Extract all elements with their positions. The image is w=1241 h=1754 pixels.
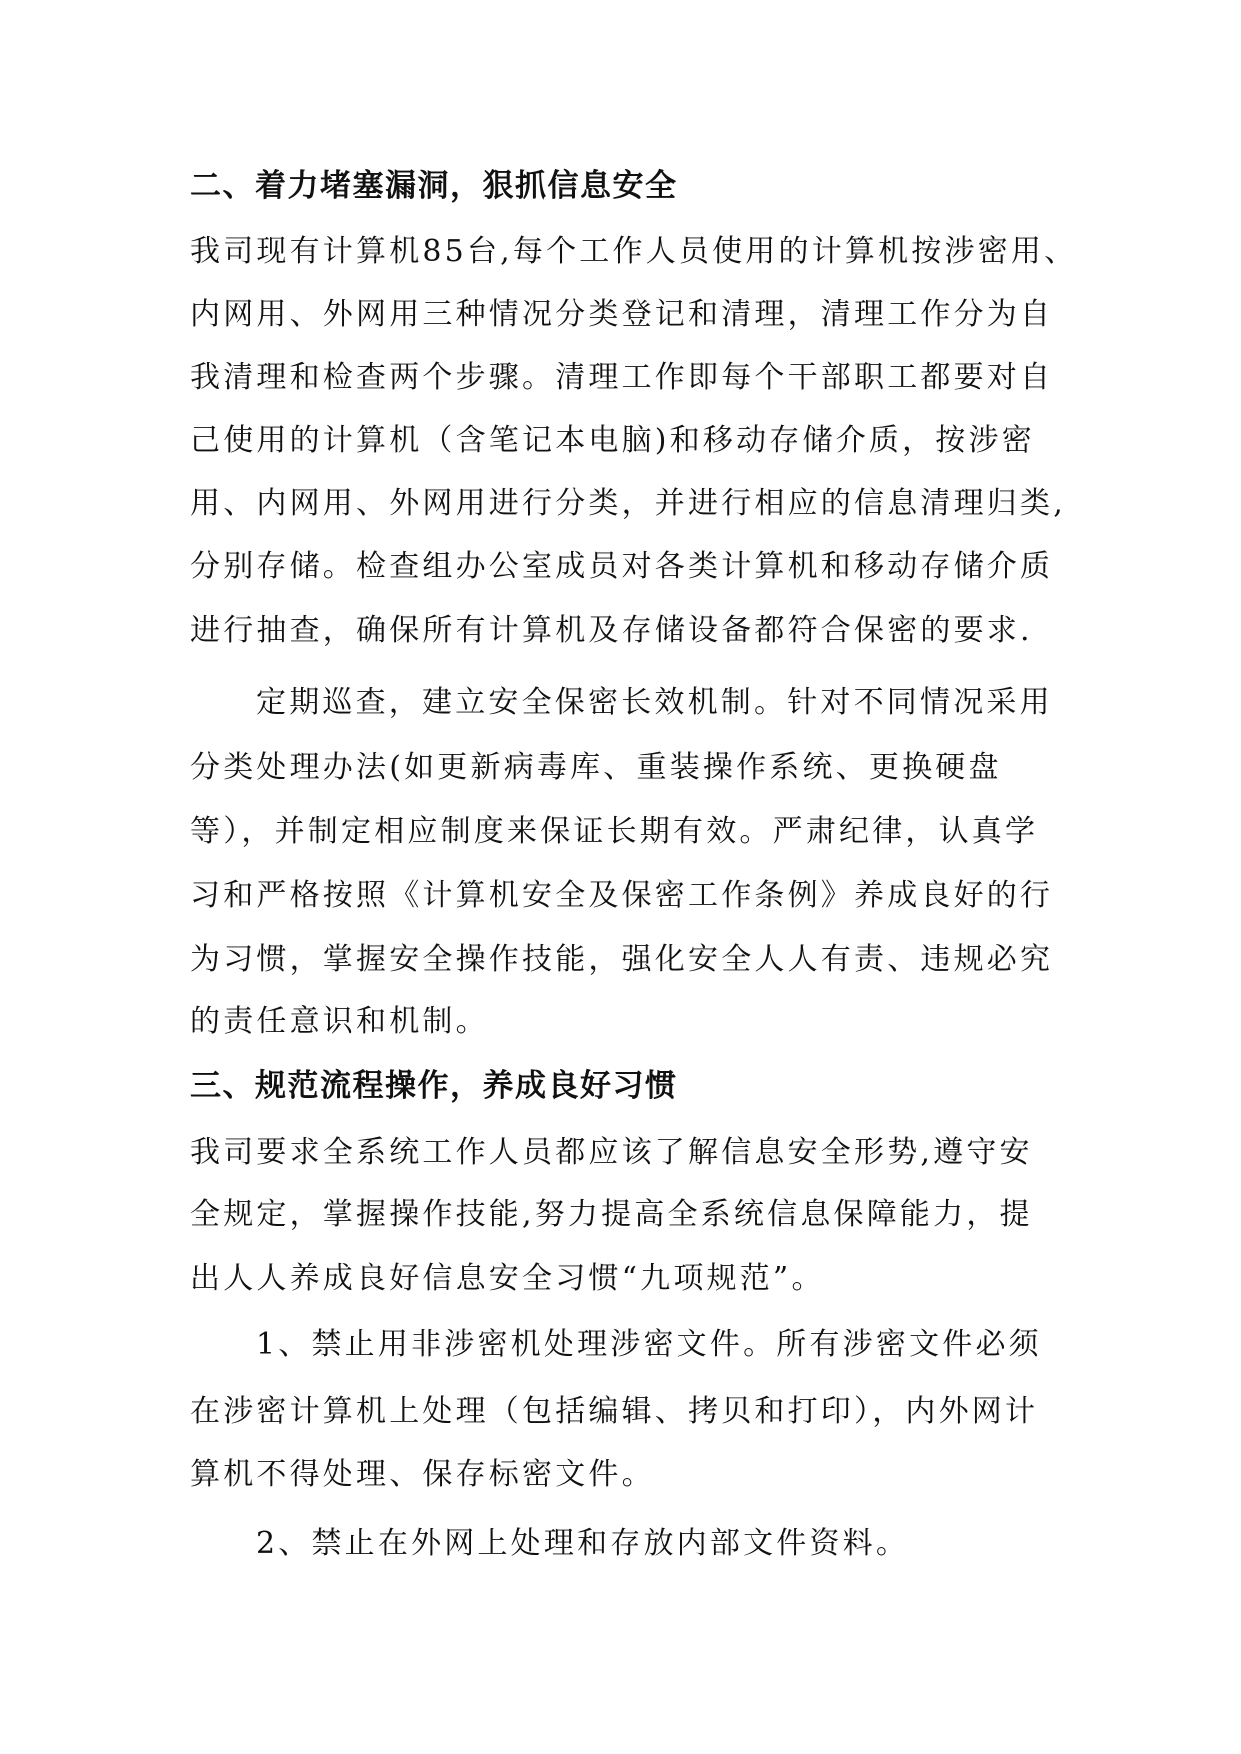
section-heading-info-security: 二、着力堵塞漏洞，狠抓信息安全 (190, 168, 678, 204)
text-line: 算机不得处理、保存标密文件。 (190, 1457, 655, 1492)
text-line: 的责任意识和机制。 (190, 1004, 489, 1039)
text-line: 进行抽查，确保所有计算机及存储设备都符合保密的要求. (190, 613, 1033, 648)
text-line: 习和严格按照《计算机安全及保密工作条例》养成良好的行 (190, 878, 1054, 913)
text-line: 为习惯，掌握安全操作技能，强化安全人人有责、违规必究 (190, 942, 1054, 977)
text-line: 出人人养成良好信息安全习惯“九项规范”。 (190, 1261, 825, 1296)
text-line: 己使用的计算机（含笔记本电脑)和移动存储介质，按涉密 (190, 423, 1035, 458)
text-line: 内网用、外网用三种情况分类登记和清理，清理工作分为自 (190, 297, 1054, 332)
text-line: 在涉密计算机上处理（包括编辑、拷贝和打印），内外网计 (190, 1394, 1039, 1429)
text-line: 用、内网用、外网用进行分类，并进行相应的信息清理归类, (190, 486, 1066, 521)
text-line: 我司现有计算机85台,每个工作人员使用的计算机按涉密用、 (190, 234, 1078, 269)
text-line: 定期巡查，建立安全保密长效机制。针对不同情况采用 (256, 685, 1053, 720)
text-line: 1、禁止用非涉密机处理涉密文件。所有涉密文件必须 (256, 1327, 1042, 1362)
text-line: 我清理和检查两个步骤。清理工作即每个干部职工都要对自 (190, 360, 1054, 395)
text-line: 2、禁止在外网上处理和存放内部文件资料。 (256, 1526, 910, 1561)
text-line: 分类处理办法(如更新病毒库、重装操作系统、更换硬盘 (190, 750, 1002, 785)
text-line: 全规定，掌握操作技能,努力提高全系统信息保障能力，提 (190, 1197, 1033, 1232)
text-line: 我司要求全系统工作人员都应该了解信息安全形势,遵守安 (190, 1135, 1033, 1170)
text-line: 分别存储。检查组办公室成员对各类计算机和移动存储介质 (190, 549, 1054, 584)
section-heading-process-habits: 三、规范流程操作，养成良好习惯 (190, 1068, 678, 1104)
text-line: 等），并制定相应制度来保证长期有效。严肃纪律，认真学 (190, 814, 1039, 849)
